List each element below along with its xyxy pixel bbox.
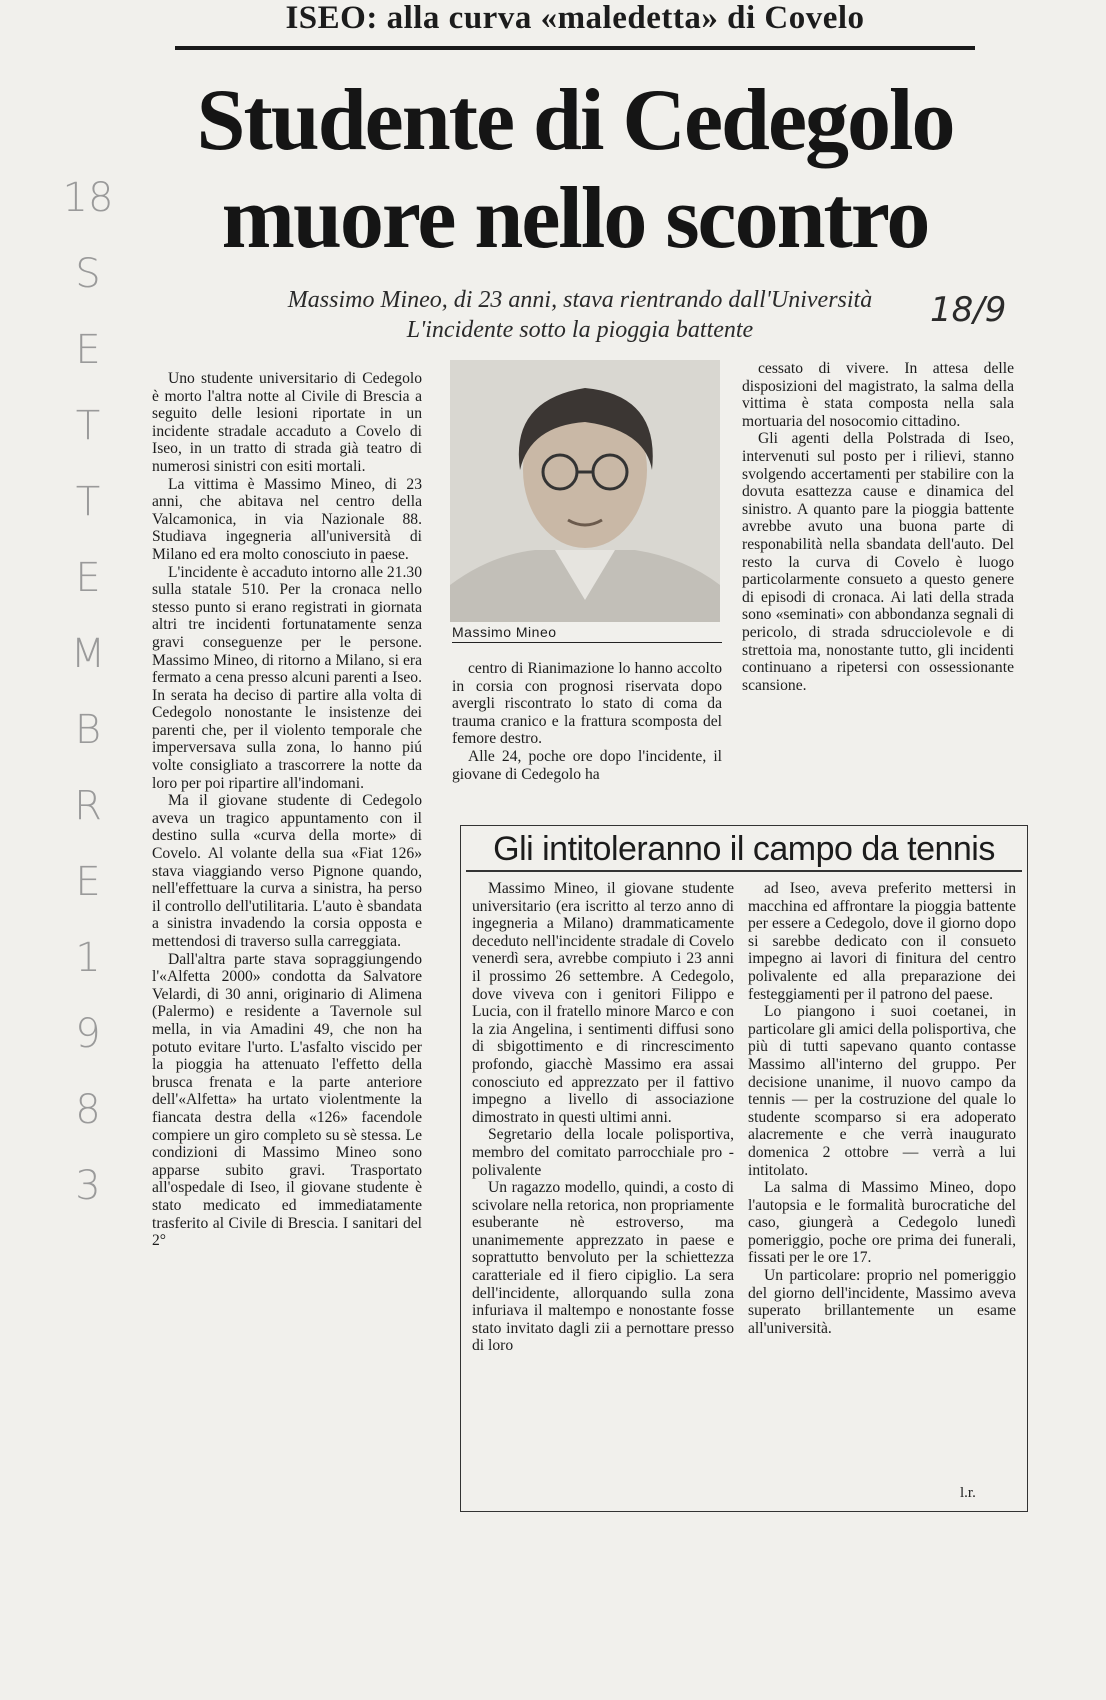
article-paragraph: L'incidente è accaduto intorno alle 21.30 sulla statale 510. Per la cronaca nello stesso punto si erano registrati in giornata altri tre incidenti fortunatamente senza gravi conseguenze per le persone. Massimo Mineo, di ritorno a Milano, si era fermato a cena presso alcuni parenti a Iseo. In serata ha deciso di partire alla volta di Cedegolo nonostante le insistenze dei parenti che, per il violento temporale che imperversava sulla zona, lo hanno piú volte consigliato a trascorrere la notte da loro per poi ripartire all'indomani.: [152, 563, 422, 792]
margin-note-glyph: E: [75, 327, 101, 373]
sidebar-paragraph: La salma di Massimo Mineo, dopo l'autopsia e le formalità burocratiche del caso, giungerà a Cedegolo lunedì pomeriggio, poche ore prima dei funerali, fissati per le ore 17.: [748, 1179, 1016, 1267]
article-paragraph: centro di Rianimazione lo hanno accolto in corsia con prognosi riservata dopo avergli riscontrato lo stato di coma da trauma cranico e la frattura scomposta del femore destro.: [452, 660, 722, 748]
article-column-3: [742, 360, 1014, 694]
photo-caption: Massimo Mineo: [452, 624, 722, 643]
sidebar-column-2: [748, 880, 1016, 1337]
margin-note-glyph: 8: [75, 1087, 101, 1133]
sidebar-box-title: Gli intitoleranno il campo da tennis: [493, 830, 995, 868]
margin-note-glyph: M: [70, 631, 106, 677]
sidebar-paragraph: Un particolare: proprio nel pomeriggio del giorno dell'incidente, Massimo aveva superato brillantemente un esame all'università.: [748, 1267, 1016, 1337]
margin-note-glyph: S: [75, 251, 101, 297]
handwritten-date: 18/9: [930, 290, 1007, 330]
article-paragraph: Gli agenti della Polstrada di Iseo, intervenuti sul posto per i rilievi, stanno svolgendo accertamenti per stabilire con la dovuta esattezza cause e dinamica del sinistro. A quanto pare la pioggia battente avrebbe avuto una buona parte di responabilità nella sbandata dell'auto. Del resto la curva di Covelo è luogo particolarmente consueto a questo genere di episodi di cronaca. Ai lati della strada sono «seminati» con abbondanza segnali di pericolo, di strada sdrucciolevole e di strettoia ma, nonostante tutto, gli incidenti continuano a ripetersi con ossessionante scansione.: [742, 430, 1014, 694]
headline-line-1: Studente di Cedegolo: [196, 72, 954, 169]
margin-note-glyph: B: [74, 707, 102, 753]
margin-note-glyph: E: [75, 555, 101, 601]
sidebar-column-1: [472, 880, 734, 1355]
article-column-1: [152, 370, 422, 1250]
margin-note-glyph: R: [74, 783, 102, 829]
margin-handwritten-note: [58, 160, 118, 1224]
article-paragraph: Alle 24, poche ore dopo l'incidente, il giovane di Cedegolo ha: [452, 747, 722, 783]
margin-note-glyph: 9: [75, 1011, 101, 1057]
sidebar-title-rule: [466, 870, 1022, 872]
portrait-illustration: [450, 360, 720, 622]
article-paragraph: Dall'altra parte stava sopraggiungendo l'«Alfetta 2000» condotta da Salvatore Velardi, di 30 anni, originario di Alimena (Palermo) e residente a Tavernole sul mella, in via Amadini 49, che non ha potuto evitare l'urto. L'asfalto viscido per la pioggia ha attenuato l'effetto della brusca frenata e la parte anteriore dell'«Alfetta» ha urtato violentmente la fiancata destra della «126» facendole compiere un giro completo su sè stessa. Le condizioni di Massimo Mineo sono apparse subito gravi. Trasportato all'ospedale di Iseo, il giovane studente è stato medicato ed immediatamente trasferito al Civile di Brescia. I sanitari del 2°: [152, 950, 422, 1250]
article-paragraph: Ma il giovane studente di Cedegolo aveva un tragico appuntamento con il destino sulla «curva della morte» di Covelo. Al volante della sua «Fiat 126» stava viaggiando verso Pignone quando, nell'effettuare la curva a sinistra, ha perso il controllo dell'utilitaria. L'auto è sbandata a sinistra invadendo la corsia opposta e mettendosi di traverso sulla carreggiata.: [152, 792, 422, 950]
margin-note-glyph: E: [75, 859, 101, 905]
kicker-headline: ISEO: alla curva «maledetta» di Covelo: [285, 0, 865, 36]
subheadline: [190, 285, 970, 345]
sidebar-paragraph: Segretario della locale polisportiva, membro del comitato parrocchiale pro - polivalente: [472, 1126, 734, 1179]
article-paragraph: Uno studente universitario di Cedegolo è morto l'altra notte al Civile di Brescia a seguito delle lesioni riportate in un incidente stradale accaduto a Covelo di Iseo, in un tratto di strada già teatro di numerosi sinistri con esiti mortali.: [152, 370, 422, 475]
article-paragraph: La vittima è Massimo Mineo, di 23 anni, che abitava nel centro della Valcamonica, in via Nazionale 88. Studiava ingegneria all'università di Milano ed era molto conosciuto in paese.: [152, 475, 422, 563]
article-paragraph: cessato di vivere. In attesa delle disposizioni del magistrato, la salma della vittima è stata composta nella sala mortuaria del nosocomio cittadino.: [742, 360, 1014, 430]
subhead-line-1: Massimo Mineo, di 23 anni, stava rientrando dall'Università: [287, 287, 873, 313]
article-column-2: [452, 660, 722, 783]
margin-note-glyph: 3: [75, 1163, 101, 1209]
margin-note-glyph: T: [75, 403, 101, 449]
margin-note-glyph: 18: [62, 175, 114, 221]
sidebar-paragraph: Un ragazzo modello, quindi, a costo di scivolare nella retorica, non propriamente esuberante nè estroverso, ma unanimemente apprezzato in paese e soprattutto benvoluto per la schiettezza caratteriale ed il fiero cipiglio. La sera dell'incidente, allorquando sulla zona infuriava il maltempo e nonostante fosse stato invitato dagli zii a pernottare presso di loro: [472, 1179, 734, 1355]
sidebar-paragraph: Massimo Mineo, il giovane studente universitario (era iscritto al terzo anno di ingegneria a Milano) drammaticamente deceduto nell'incidente stradale di Covelo venerdì sera, avrebbe compiuto i 23 anni il prossimo 26 settembre. A Cedegolo, dove viveva con i genitori Filippo e Lucia, con il fratello minore Marco e con la zia Angelina, i sentimenti diffusi sono di sbigottimento e di rincrescimento profondo, giacchè Massimo era assai conosciuto ed apprezzato per il fattivo impegno a livello di associazione dimostrato in questi ultimi anni.: [472, 880, 734, 1126]
margin-note-glyph: 1: [75, 935, 101, 981]
sidebar-paragraph: ad Iseo, aveva preferito mettersi in macchina ed affrontare la pioggia battente per essere a Cedegolo, dove il giorno dopo si sarebbe dedicato con il consueto impegno ai lavori di finitura del centro polivalente ed alla preparazione dei festeggiamenti per il patrono del paese.: [748, 880, 1016, 1003]
portrait-photo: [450, 360, 720, 622]
kicker-rule: [175, 46, 975, 50]
margin-note-glyph: T: [75, 479, 101, 525]
headline-line-2: muore nello scontro: [221, 170, 929, 267]
main-headline: [165, 72, 985, 268]
author-signature: l.r.: [960, 1485, 976, 1501]
subhead-line-2: L'incidente sotto la pioggia battente: [406, 317, 754, 343]
sidebar-paragraph: Lo piangono i suoi coetanei, in particolare gli amici della polisportiva, che più di tutti sapevano quanto contasse Massimo all'interno del gruppo. Per decisione unanime, il nuovo campo da tennis — per la costruzione del quale lo studente scomparso si era adoperato alacremente e che verrà inaugurato domenica 2 ottobre — verrà a lui intitolato.: [748, 1003, 1016, 1179]
